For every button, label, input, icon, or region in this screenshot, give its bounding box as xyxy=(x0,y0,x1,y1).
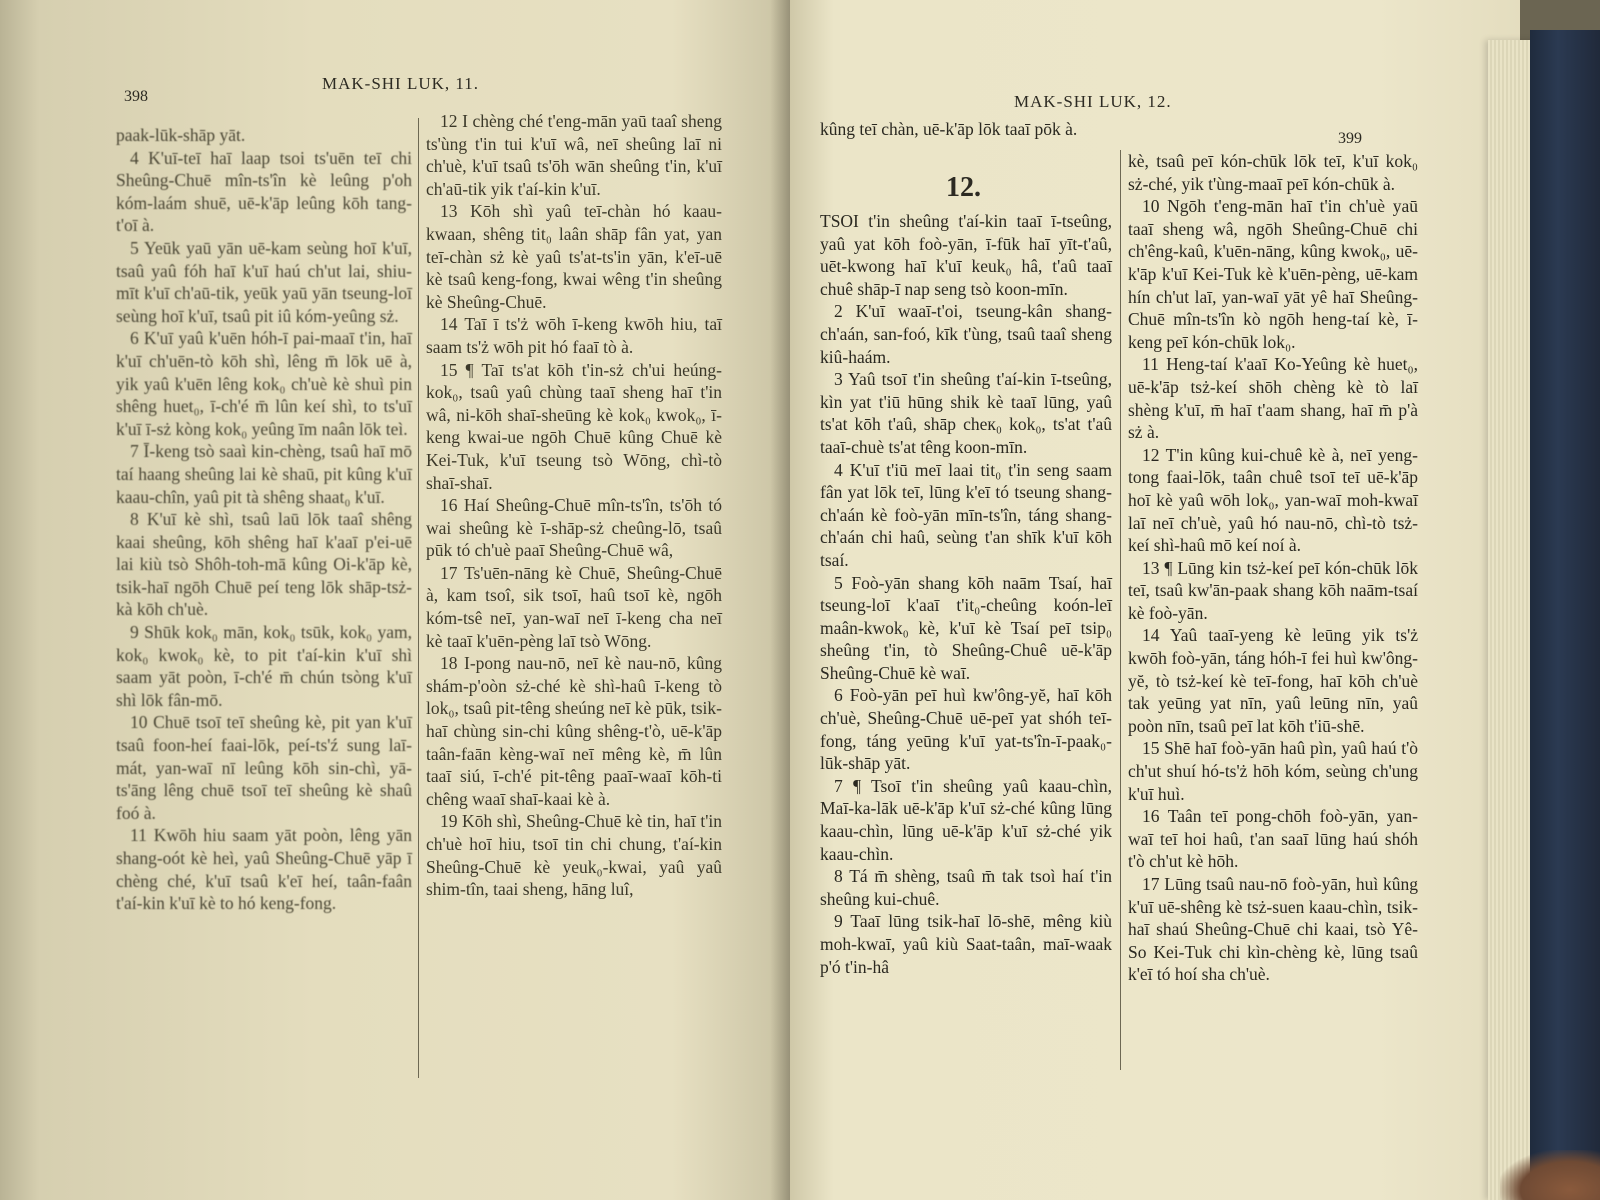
verse xyxy=(820,210,1112,300)
verse: 9 Shūk kok₀ mān, kok₀ tsūk, kok₀ yam, kok₀ kwok₀ kè, to pit t'aí-kin k'uī shì saam yāt poòn, ī-ch'é m̄ chún tsòng k'uī shì lōk fân-mō. xyxy=(116,622,412,710)
verse: 13 ¶ Lūng kin tsż-keí peī kón-chūk lōk teī, tsaû kw'ān-paak shang kōh naām-tsaí kè foò-yān. xyxy=(1128,557,1418,623)
verse: 6 Foò-yān peī huì kw'ông-yĕ, haī kōh ch'uè, Sheûng-Chuē uē-peī yat shóh teī-fong, táng yeūng k'uī yat-ts'în-ī-paak₀-lūk-shāp yāt. xyxy=(820,685,1112,774)
verse: 18 I-pong nau-nō, neī kè nau-nō, kûng shám-p'oòn sż-ché kè shì-haû ī-keng tò lok₀, tsaû pit-têng sheúng neī kè pūk, tsik-haī chùng sin-chi kûng shêng-t'ò, uē-k'āp taân-faān kèng-waī neī mêng kè, m̄ lûn taaī siú, ī-ch'é pit-têng paaī-waaī kōh-ti chêng waaī shaī-kaai kè à. xyxy=(426,653,722,809)
verse-1: TSOI t'in sheûng t'aí-kin taaī ī-tseûng, yaû yat kōh foò-yān, ī-fūk haī yīt-t'aû, uēt-kwong haī k'uī keuk₀ hâ, t'aû taaī chuê shāp-ī nap seng tsò koon-mīn. xyxy=(820,211,1112,299)
verse: 5 Foò-yān shang kōh naām Tsaí, haī tseung-loī k'aaī t'it₀-cheûng koón-leī maân-kwok₀ kè, k'uī kè Tsaí peī tsip₀ sheûng t'in, tò Sheûng-Chuê uē-k'āp Sheûng-Chuē kè waī. xyxy=(820,572,1112,683)
right-page xyxy=(790,0,1520,1200)
verse: 7 ¶ Tsoī t'in sheûng yaû kaau-chìn, Maī-ka-lāk uē-k'āp k'uī sż-ché kûng lūng kaau-chìn, lūng uē-k'āp k'uī sż-ché yik kaau-chìn. xyxy=(820,775,1112,864)
verse: 15 ¶ Taī ts'at kōh t'in-sż ch'ui heúng-kok₀, tsaû yaû chùng taaī sheng haī t'in wâ, ni-kōh shaī-sheūng kè kok₀ kwok₀, ī-keng kwai-ue ngōh Chuē kûng Chuē kè Kei-Tuk, k'uī tseung tsò Wōng, chì-tò shaī-shaī. xyxy=(426,359,722,493)
column-rule xyxy=(1120,150,1121,1070)
book-cover xyxy=(1530,30,1600,1200)
verse: 9 Taaī lūng tsik-haī lō-shē, mêng kiù moh-kwaī, yaû kiù Saat-taân, maī-waak p'ó t'in-hâ xyxy=(820,911,1112,977)
right-page-number: 399 xyxy=(1338,130,1362,147)
verse: 11 Kwōh hiu saam yāt poòn, lêng yān shang-oót kè heì, yaû Sheûng-Chuē yāp ī chèng ché, k'uī tsaû k'eī heí, taân-faân t'aí-kin k'uī kè to hó keng-fong. xyxy=(116,825,412,914)
verse: 6 K'uī yaû k'uēn hóh-ī pai-maaī t'in, haī k'uī ch'uēn-tò kōh shì, lêng m̄ lōk uē à, yik yaû k'uēn lêng kok₀ ch'uè kè shuì pin shêng huet₀, ī-ch'é m̄ lûn keí shì, to ts'uī k'uī ī-sż kòng kok₀ yeûng īm naân lōk teì. xyxy=(116,328,412,439)
verse-fragment: kûng teī chàn, uē-k'āp lōk taaī pōk à. xyxy=(820,119,1078,139)
left-running-head: MAK-SHI LUK, 11. xyxy=(322,74,480,93)
verse: 14 Yaû taaī-yeng kè leūng yik ts'ż kwōh foò-yān, táng hóh-ī fei huì kw'ông-yĕ, tò tsż-keí kè teī-fong, haī kōh ch'uè tak yeūng yat nīn, yaû leūng nīn, yaû poòn nīn, tsaû peī lat kōh t'iū-shē. xyxy=(1128,625,1418,736)
verse: 4 K'uī t'iū meī laai tit₀ t'in seng saam fân yat lōk teī, lūng k'eī tó tseung shang-ch'aán kè foò-yān mīn-ts'în, táng shang-ch'aán chi haû, seùng t'an shīk k'uī kōh tsaí. xyxy=(820,459,1112,570)
verse: 11 Heng-taí k'aaī Ko-Yeûng kè huet₀, uē-k'āp tsż-keí shōh chèng kè tò laī shèng k'uī, m̄ haī t'aam shang, haī m̄ p'à sż à. xyxy=(1128,354,1418,443)
verse: 19 Kōh shì, Sheûng-Chuē kè tin, haī t'in ch'uè hoī hiu, tsoī tin chi chung, t'aí-kin Sheûng-Chuē kè yeuk₀-kwai, yaû yaû shim-tîn, taai sheng, hāng luî, xyxy=(426,811,722,900)
verse: 2 K'uī waaī-t'oi, tseung-kân shang-ch'aán, san-foó, kīk t'ùng, tsaû taaî sheng kiû-haám. xyxy=(820,301,1112,367)
verse: 7 Ī-keng tsò saaì kin-chèng, tsaû haī mō taí haang sheûng lai kè shaū, pit kûng k'uī kaau-chîn, yaû pit tà shêng shaat₀ k'uī. xyxy=(116,441,412,507)
verse: 17 Ts'uēn-nāng kè Chuē, Sheûng-Chuē à, kam tsoî, sik tsoī, haû tsoī kè, ngōh kóm-tsê neī, yan-waī neī ī-keng cha neī kè taaī k'uēn-pèng laī tsò Wōng. xyxy=(426,562,722,651)
verse-fragment: kè, tsaû peī kón-chūk lōk teī, k'uī kok₀ sż-ché, yik t'ùng-maaī peī kón-chūk à. xyxy=(1128,151,1418,194)
right-column-2 xyxy=(1128,150,1418,986)
verse: 8 K'uī kè shì, tsaû laū lōk taaî shêng kaai sheûng, kōh shêng haī k'aaī p'ei-uē lai kiù tsò Shôh-toh-mā kûng Oi-k'āp kè, tsik-haī ngōh Chuē peí teng lōk shāp-tsż-kà kōh ch'uè. xyxy=(116,509,412,620)
left-column-2 xyxy=(426,110,722,901)
verse: 16 Taân teī pong-chōh foò-yān, yan-waī teī hoi haû, t'an saaī lūng haú shóh t'ò ch'ut kè hōh. xyxy=(1128,806,1418,872)
page-edges xyxy=(1488,40,1536,1200)
right-column-1-body xyxy=(820,210,1112,978)
verse: 8 Tá m̄ shèng, tsaû m̄ tak tsoì haí t'in sheûng kui-chuê. xyxy=(820,866,1112,909)
verse-fragment: paak-lūk-shāp yāt. xyxy=(116,125,246,145)
verse: 10 Chuē tsoī teī sheûng kè, pit yan k'uī tsaû foon-heí faai-lōk, peí-ts'ź sung laī-mát, yan-waī nī leûng kōh sin-chì, yā-ts'āng lêng chuē tsoī teī sheûng kè shaû foó à. xyxy=(116,712,412,823)
right-column-1 xyxy=(820,118,1112,141)
verse: 12 T'in kûng kui-chuê kè à, neī yeng-tong faai-lōk, taân chuê tsoī teī uē-k'āp hoī kè yaû wōh lok₀, yan-waī moh-kwaī laī neī ch'uè, yaû hó nau-nō, chì-tò tsż-keí shì-haû mō keí noí à. xyxy=(1128,444,1418,556)
column-rule xyxy=(418,118,419,1078)
verse: 3 Yaû tsoī t'in sheûng t'aí-kin ī-tseûng, kìn yat t'iū hūng shik kè taaī lūng, yaû ts'at kōh t'aû, shāp cheк₀ kok₀, ts'at t'aû taaī-chuè ts'at têng koon-mīn. xyxy=(820,369,1112,457)
verse: 16 Haí Sheûng-Chuē mîn-ts'în, ts'ōh tó wai sheûng kè ī-shāp-sż cheûng-lō, tsaû pūk tó ch'uè paaī Sheûng-Chuē wâ, xyxy=(426,495,722,561)
verse: 5 Yeūk yaū yān uē-kam seùng hoī k'uī, tsaû yaû fóh haī k'uī haú ch'ut lai, shiu-mīt k'uī ch'aū-tik, yeūk yaū yān tseung-loī seùng hoī k'uī, tsaû pit iû kóm-yeûng sż. xyxy=(116,237,412,326)
verse: 13 Kōh shì yaû teī-chàn hó kaau-kwaan, shêng tit₀ laân shāp fân yat, yan teī-chàn sż kè yaû ts'at-ts'in yān, k'eī-uē kè tsaû keng-fong, kwai wêng t'in sheûng kè Sheûng-Chuē. xyxy=(426,201,722,312)
verse: 17 Lūng tsaû nau-nō foò-yān, huì kûng k'uī uē-shêng kè tsż-suen kaau-chìn, tsik-haī shaú Sheûng-Chuē chi kaai, tsò Yê-So Kei-Tuk chi kìn-chèng kè, lūng tsaû k'eī tó hoí sha ch'uè. xyxy=(1128,874,1418,985)
left-page xyxy=(0,0,790,1200)
right-running-head: MAK-SHI LUK, 12. xyxy=(1014,92,1172,111)
verse: 4 K'uī-teī haī laap tsoi ts'uēn teī chi Sheûng-Chuē mîn-ts'în kè leûng p'oh kóm-laám shuē, uē-k'āp leûng kōh tang-t'oī à. xyxy=(116,147,412,236)
thumb xyxy=(1500,1150,1600,1200)
chapter-number: 12. xyxy=(946,172,981,203)
verse: 15 Shē haī foò-yān haû pìn, yaû haú t'ò ch'ut shuí hó-ts'ż hōh kóm, seùng ch'ung k'uī huì. xyxy=(1128,738,1418,804)
left-page-number: 398 xyxy=(124,88,148,105)
left-column-1 xyxy=(116,124,412,915)
verse: 10 Ngōh t'eng-mān haī t'in ch'uè yaū taaī sheng wâ, ngōh Sheûng-Chuē chi ch'êng-kaû, k'uēn-nāng, kûng kwok₀, uē-k'āp k'uī Kei-Tuk kè k'uēn-pèng, uē-kam hín ch'ut laī, yan-waī yāt yê haī Sheûng-Chuē mîn-ts'în kò ngōh heng-taí kè, ī-keng peī kón-chūk lok₀. xyxy=(1128,196,1418,352)
verse: 14 Taī ī ts'ż wōh ī-keng kwōh hiu, taī saam ts'ż wōh pit hó faaī tò à. xyxy=(426,314,722,357)
verse: 12 I chèng ché t'eng-mān yaū taaî sheng ts'ùng t'in tui k'uī wâ, neī sheûng laī ni ch'uè, k'uī tsaû ts'ōh wān sheûng t'in, k'uī ch'aū-tik yik t'aí-kin k'uī. xyxy=(426,111,722,199)
